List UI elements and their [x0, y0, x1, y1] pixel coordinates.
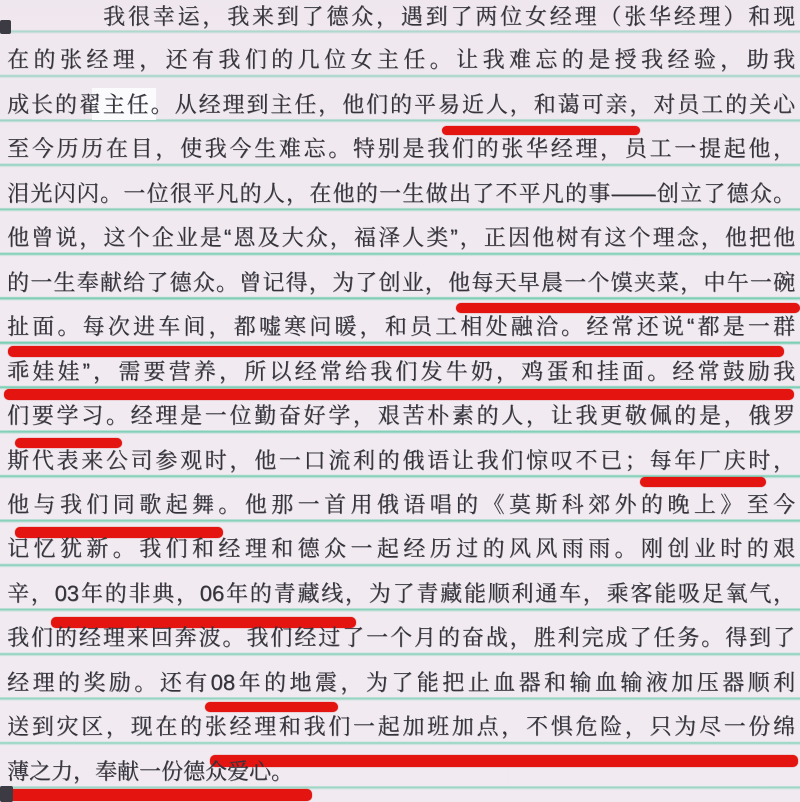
- handwritten-line: 斯代表来公司参观时，他一口流利的俄语让我们惊叹不已；每年厂庆时，: [7, 448, 795, 473]
- red-underline-marker: [4, 789, 312, 801]
- handwritten-line: 辛，03年的非典，06年的青藏线，为了青藏能顺利通车，乘客能吸足氧气，: [7, 581, 795, 606]
- handwritten-line: 我很幸运，我来到了德众，遇到了两位女经理（张华经理）和现: [103, 4, 795, 29]
- handwritten-line: 他曾说，这个企业是“恩及大众，福泽人类”，正因他树有这个理念，他把他: [7, 225, 795, 250]
- handwritten-line: 成长的翟主任。从经理到主任，他们的平易近人，和蔼可亲，对员工的关心: [7, 92, 795, 117]
- red-underline-marker: [640, 477, 766, 487]
- handwritten-line: 们要学习。经理是一位勤奋好学，艰苦朴素的人，让我更敬佩的是，俄罗: [7, 403, 795, 428]
- handwritten-line: 他与我们同歌起舞。他那一首用俄语唱的《莫斯科郊外的晚上》至今: [7, 492, 795, 517]
- scan-artifact-mark: [0, 786, 13, 802]
- handwritten-line: 至今历历在目，使我今生难忘。特别是我们的张华经理，员工一提起他，: [7, 136, 795, 161]
- handwritten-line: 的一生奉献给了德众。曾记得，为了创业，他每天早晨一个馍夹菜，中午一碗: [7, 270, 795, 295]
- handwritten-line: 经理的奖励。还有08年的地震，为了能把止血器和输血输液加压器顺利: [7, 670, 795, 695]
- handwritten-line: 记忆犹新。我们和经理和德众一起经历过的风风雨雨。刚创业时的艰: [7, 536, 795, 561]
- handwritten-line: 扯面。每次进车间，都嘘寒问暖，和员工相处融洽。经常还说“都是一群: [7, 314, 795, 339]
- handwritten-line: 薄之力，奉献一份德众爱心。: [7, 759, 294, 784]
- handwritten-line: 在的张经理，还有我们的几位女主任。让我难忘的是授我经验，助我: [7, 47, 795, 72]
- handwritten-line: 乖娃娃”，需要营养，所以经常给我们发牛奶，鸡蛋和挂面。经常鼓励我: [7, 359, 795, 384]
- handwritten-line: 泪光闪闪。一位很平凡的人，在他的一生做出了不平凡的事——创立了德众。: [7, 181, 795, 206]
- handwritten-line: 送到灾区，现在的张经理和我们一起加班加点，不惧危险，只为尽一份绵: [7, 714, 795, 739]
- scan-artifact-mark: [0, 20, 11, 34]
- handwritten-line: 我们的经理来回奔波。我们经过了一个月的奋战，胜利完成了任务。得到了: [7, 625, 795, 650]
